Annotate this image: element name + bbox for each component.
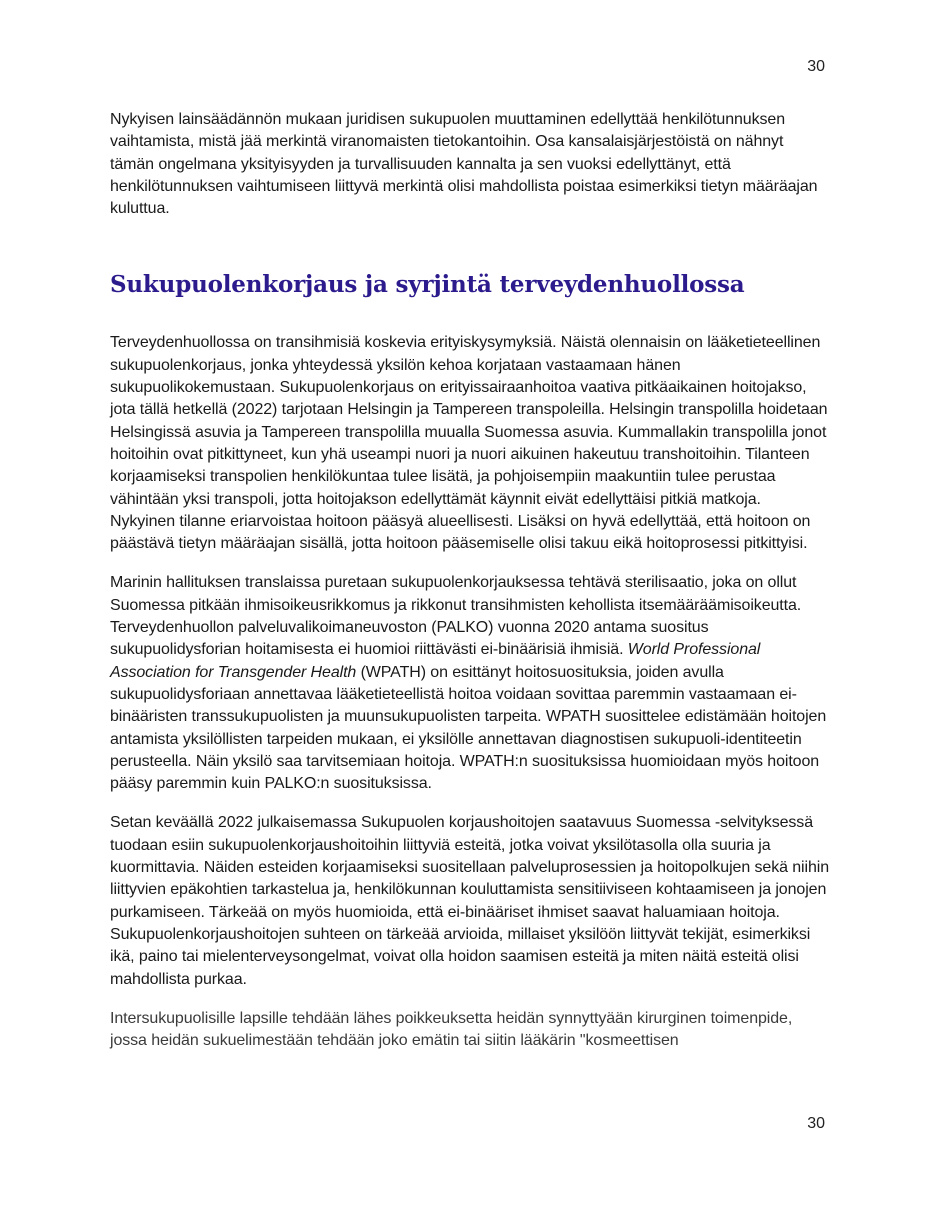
intro-paragraph: Nykyisen lainsäädännön mukaan juridisen sukupuolen muuttaminen edellyttää henkilötunnuksen vaihtamista, mistä jää merkintä viranomaisten tietokantoihin. Osa kansalaisjärjestöistä on nähnyt tämän ongelmana yksityisyyden ja turvallisuuden kannalta ja sen vuoksi edellyttänyt, että henkilötunnuksen vaihtumiseen liittyvä merkintä olisi mahdollista poistaa esimerkiksi tietyn määräajan kuluttua. — [110, 111, 818, 218]
page-number-bottom: 30 — [807, 1115, 825, 1132]
paragraph-seta-report: Setan keväällä 2022 julkaisemassa Sukupuolen korjaushoitojen saatavuus Suomessa -selvityksessä tuodaan esiin sukupuolenkorjaushoitoihin liittyviä esteitä, jotka voivat yksilötasolla olla suuria ja kuormittavia. Näiden esteiden korjaamiseksi suositellaan palveluprosessien ja hoitopolkujen sekä niihin liittyvien epäkohtien tarkastelua ja, henkilökunnan kouluttamista sensitiiviseen kohtaamiseen ja jonojen purkamiseen. Tärkeää on myös huomioida, että ei-binääriset ihmiset saavat haluamiaan hoitoja. Sukupuolenkorjaushoitojen suhteen on tärkeää arvioida, millaiset yksilöön liittyvät tekijät, esimerkiksi ikä, paino tai mielenterveysongelmat, voivat olla hoidon saamisen esteitä ja miten näitä esteitä olisi mahdollista purkaa. — [110, 814, 829, 988]
paragraph-transition-care: Terveydenhuollossa on transihmisiä koskevia erityiskysymyksiä. Näistä olennaisin on lääketieteellinen sukupuolenkorjaus, jonka yhteydessä yksilön kehoa korjataan vastaamaan hänen sukupuolikokemustaan. Sukupuolenkorjaus on erityissairaanhoitoa vaativa pitkäaikainen hoitojakso, jota tällä hetkellä (2022) tarjotaan Helsingin ja Tampereen transpoleilla. Helsingin transpolilla hoidetaan Helsingissä asuvia ja Tampereen transpolilla muualla Suomessa asuvia. Kummallakin transpolilla jonot hoitoihin ovat pitkittyneet, kun yhä useampi nuori ja nuori aikuinen hakeutuu transhoitoihin. Tilanteen korjaamiseksi transpolien henkilökuntaa tulee lisätä, ja pohjoisempiin maakuntiin tulee perustaa vähintään yksi transpoli, jotta hoitojakson edellyttämät käynnit eivät edellyttäisi pitkiä matkoja. Nykyinen tilanne eriarvoistaa hoitoon pääsyä alueellisesti. Lisäksi on hyvä edellyttää, että hoitoon on päästävä tietyn määräajan sisällä, jotta hoitoon pääsemiselle olisi takuu eikä hoitoprosessi pitkittyisi. — [110, 334, 828, 553]
page-number-top: 30 — [807, 58, 825, 75]
paragraph-translaw-wpath — [110, 572, 830, 795]
wpath-organization-name: World Professional Association for Transgender Health — [110, 641, 761, 681]
document-body — [110, 109, 830, 1052]
paragraph-2-text-end: (WPATH) on esittänyt hoitosuosituksia, joiden avulla sukupuolidysforiaan annettavaa lääketieteellistä hoitoa voidaan sovittaa paremmin vastaamaan ei-binääristen transsukupuolisten ja muunsukupuolisten tarpeita. WPATH suosittelee edistämään hoitojen antamista yksilöllisten tarpeiden mukaan, ei yksilölle annettavan diagnostisen sukupuoli-identiteetin perusteella. Näin yksilö saa tarvitsemiaan hoitoja. WPATH:n suosituksissa huomioidaan myös hoitoon pääsy paremmin kuin PALKO:n suosituksissa. — [110, 663, 827, 793]
paragraph-2-text-start: Marinin hallituksen translaissa puretaan sukupuolenkorjauksessa tehtävä sterilisaatio, joka on ollut Suomessa pitkään ihmisoikeusrikkomus ja rikkonut transihmisten kehollista itsemääräämisoikeutta. Terveydenhuollon palveluvalikoimaneuvoston (PALKO) vuonna 2020 antama suositus sukupuolidysforian hoitamisesta ei huomioi riittävästi ei-binäärisiä ihmisiä. — [110, 574, 802, 659]
paragraph-intersex: Intersukupuolisille lapsille tehdään lähes poikkeuksetta heidän synnyttyään kirurginen toimenpide, jossa heidän sukuelimestään tehdään joko emätin tai siitin lääkärin "kosmeettisen — [110, 1009, 793, 1050]
section-heading: Sukupuolenkorjaus ja syrjintä terveydenhuollossa — [110, 271, 745, 299]
